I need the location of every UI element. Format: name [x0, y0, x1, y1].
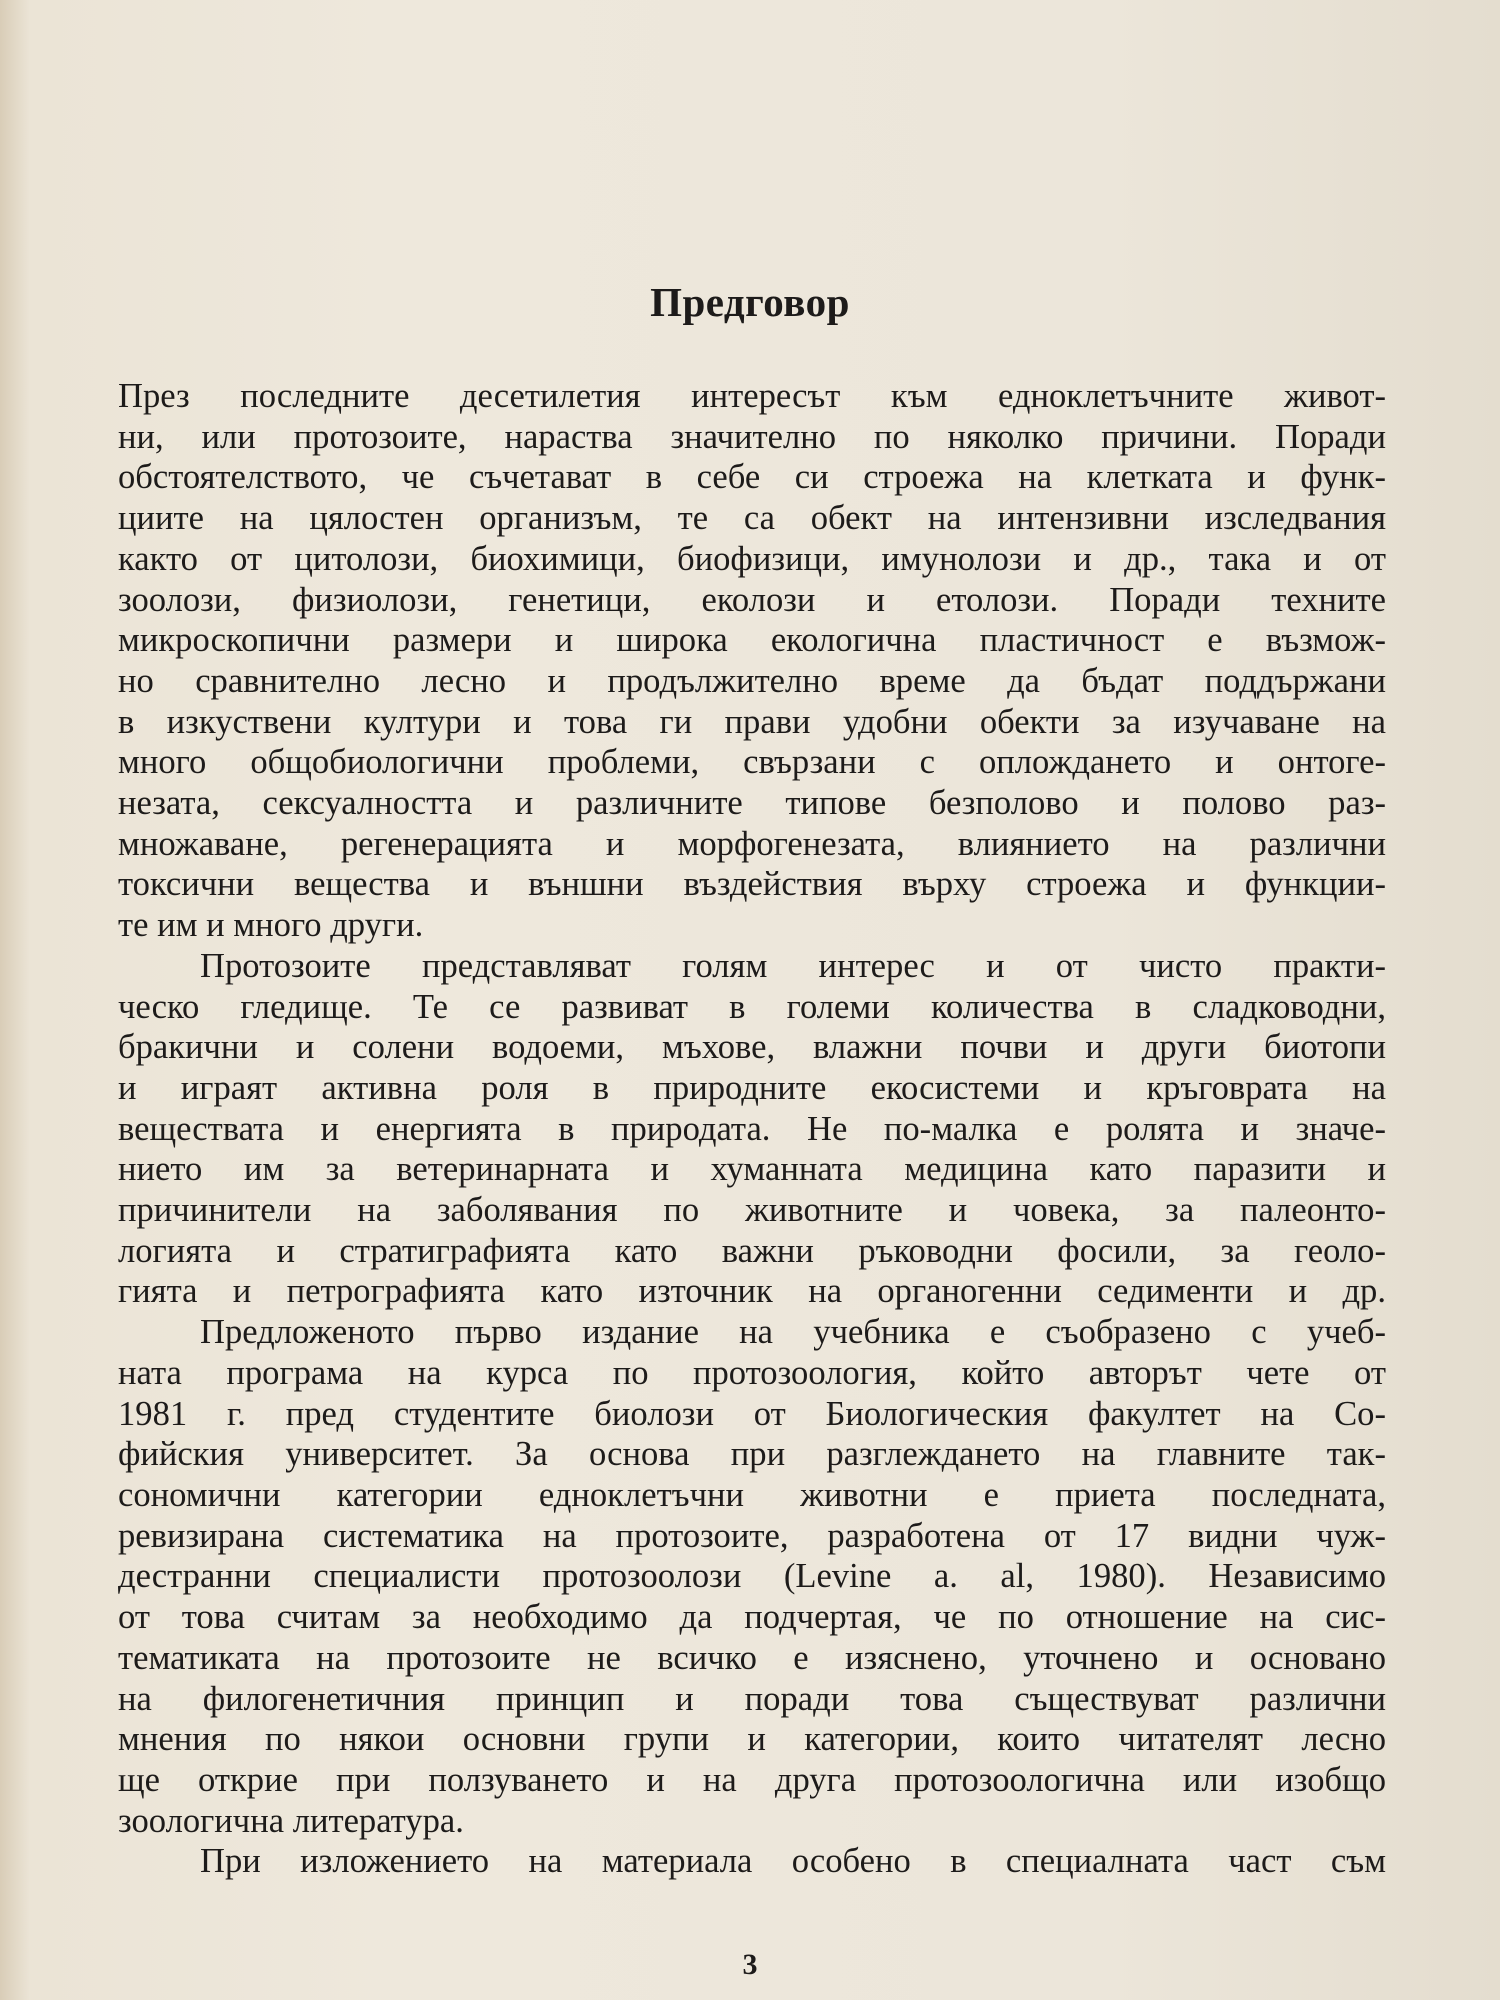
text-line: зоолози, физиолози, генетици, еколози и етолози. Поради техните — [118, 580, 1386, 619]
text-line: Протозоите представляват голям интерес и от чисто практи- — [200, 946, 1386, 985]
body-text — [118, 376, 1386, 1882]
text-line: токсични вещества и външни въздействия върху строежа и функции- — [118, 865, 1386, 904]
text-line: През последните десетилетия интересът към едноклетъчните живот- — [118, 377, 1386, 415]
text-line: причинители на заболявания по животните и човека, за палеонто- — [118, 1191, 1386, 1230]
paragraph — [118, 1312, 1386, 1841]
text-line: и играят активна роля в природните екосистеми и кръговрата на — [118, 1068, 1386, 1107]
text-line: много общобиологични проблеми, свързани с оплождането и онтоге- — [118, 743, 1386, 782]
text-line: При изложението на материала особено в специалната част съм — [200, 1842, 1386, 1881]
text-line: фийския университет. За основа при разглеждането на главните так- — [118, 1435, 1386, 1474]
text-line: мнения по някои основни групи и категории, които читателят лесно — [118, 1720, 1386, 1759]
text-line: зоологична литература. — [118, 1801, 464, 1840]
text-line: циите на цялостен организъм, те са обект на интензивни изследвания — [118, 499, 1386, 538]
paragraph — [118, 376, 1386, 946]
text-line: обстоятелството, че съчетават в себе си строежа на клетката и функ- — [118, 458, 1386, 497]
text-line: нието им за ветеринарната и хуманната медицина като паразити и — [118, 1150, 1386, 1189]
text-line: тематиката на протозоите не всичко е изяснено, уточнено и основано — [118, 1638, 1386, 1677]
text-line: логията и стратиграфията като важни ръководни фосили, за геоло- — [118, 1231, 1386, 1270]
text-line: гията и петрографията като източник на органогенни седименти и др. — [118, 1272, 1386, 1311]
text-line: ческо гледище. Те се развиват в големи количества в сладководни, — [118, 987, 1386, 1026]
text-line: ната програма на курса по протозоология, който авторът чете от — [118, 1353, 1386, 1392]
text-line: дестранни специалисти протозоолози (Levine a. al, 1980). Независимо — [118, 1557, 1386, 1596]
paragraph — [118, 1841, 1386, 1882]
text-line: както от цитолози, биохимици, биофизици, имунолози и др., така и от — [118, 539, 1386, 578]
text-line: микроскопични размери и широка екологична пластичност е възмож- — [118, 621, 1386, 660]
text-line: но сравнително лесно и продължително време да бъдат поддържани — [118, 661, 1386, 700]
text-line: веществата и енергията в природата. Не по-малка е ролята и значе- — [118, 1109, 1386, 1148]
text-line: Предложеното първо издание на учебника е съобразено с учеб- — [200, 1313, 1386, 1352]
text-line: на филогенетичния принцип и поради това съществуват различни — [118, 1679, 1386, 1718]
text-line: сономични категории едноклетъчни животни е приета последната, — [118, 1475, 1386, 1514]
page-title: Предговор — [650, 279, 850, 325]
text-line: бракични и солени водоеми, мъхове, влажни почви и други биотопи — [118, 1028, 1386, 1067]
text-line: ще открие при ползуването и на друга протозоологична или изобщо — [118, 1760, 1386, 1799]
text-line: незата, сексуалността и различните типове безполово и полово раз- — [118, 784, 1386, 823]
page-number: 3 — [742, 1948, 758, 1981]
text-line: множаване, регенерацията и морфогенезата, влиянието на различни — [118, 824, 1386, 863]
text-line: от това считам за необходимо да подчертая, че по отношение на сис- — [118, 1598, 1386, 1637]
text-line: ревизирана систематика на протозоите, разработена от 17 видни чуж- — [118, 1516, 1386, 1555]
text-line: те им и много други. — [118, 906, 424, 945]
text-line: в изкуствени култури и това ги прави удобни обекти за изучаване на — [118, 702, 1386, 741]
text-line: ни, или протозоите, нараства значително по няколко причини. Поради — [118, 417, 1386, 456]
paragraph — [118, 946, 1386, 1312]
text-line: 1981 г. пред студентите биолози от Биологическия факултет на Со- — [118, 1394, 1386, 1433]
